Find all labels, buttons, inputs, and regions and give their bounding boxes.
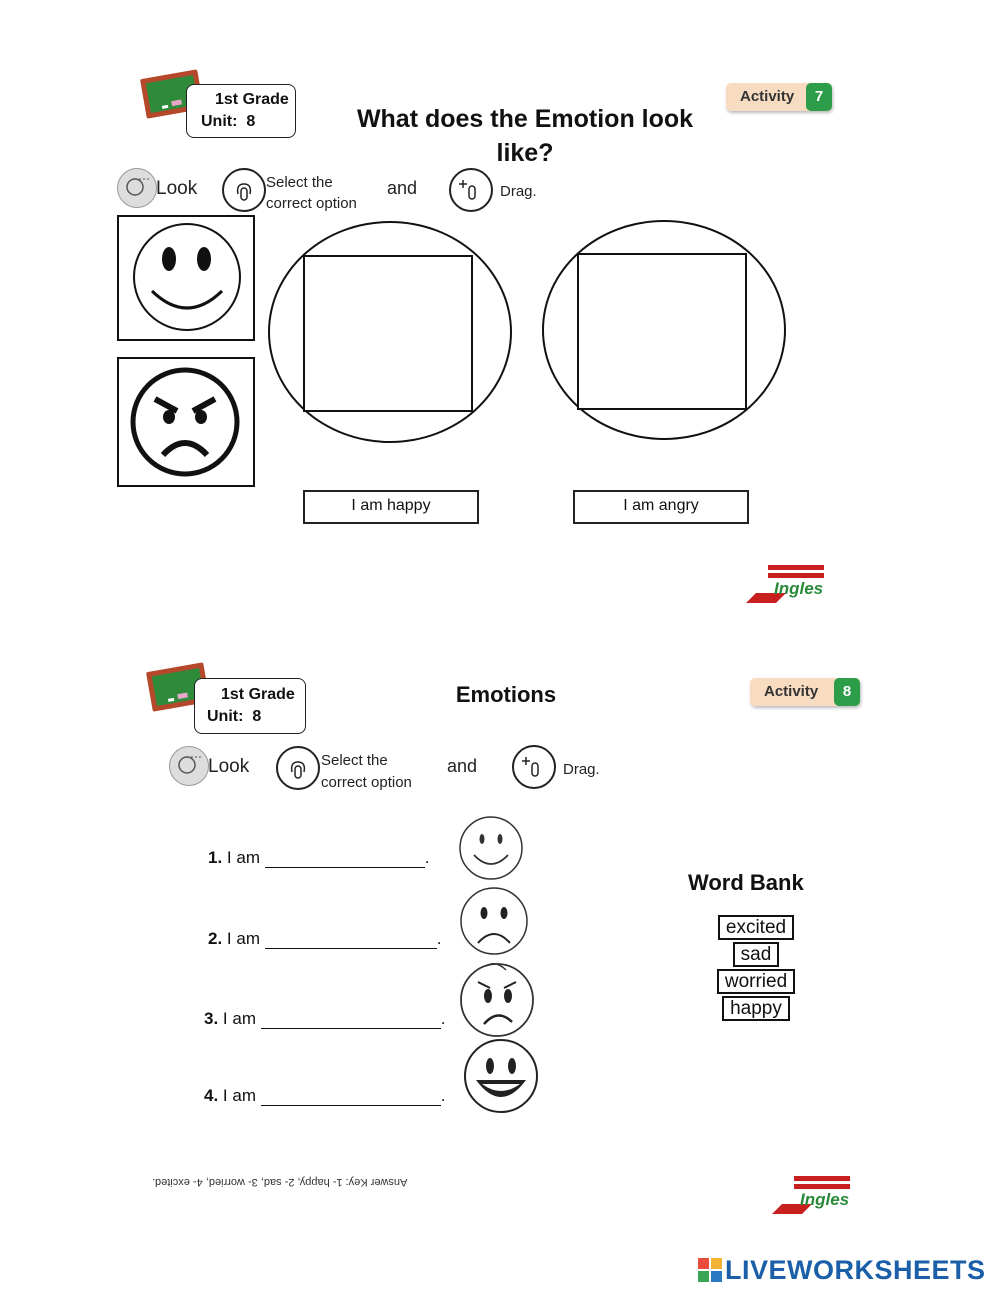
select-icon [222,168,266,212]
select-line-1: Select the [266,174,333,191]
word-sad[interactable]: sad [733,942,780,967]
liveworksheets-brand[interactable] [697,1255,997,1287]
question-text: I am [226,929,260,948]
answer-blank-4[interactable] [261,1087,441,1106]
activity-badge [726,83,832,111]
select-instruction [321,750,412,794]
liveworksheets-logo-icon [697,1257,723,1283]
question-text: I am [222,1086,256,1105]
grade-label: 1st Grade [221,686,295,703]
unit-text: Unit: [201,113,238,130]
angry-drop-zone[interactable] [577,253,747,410]
drag-icon [512,745,556,789]
look-icon [117,168,157,208]
question-number: 1. [208,848,223,867]
angry-face-card[interactable] [117,357,255,487]
drag-label: Drag. [563,761,600,778]
grade-unit-box [194,678,306,734]
select-icon [276,746,320,790]
page-title: Emotions [455,682,557,707]
page-title [330,102,720,170]
grade-unit-box [186,84,296,138]
title-line-2: like? [496,139,554,167]
question-2: 2. I am . [208,929,442,948]
grade-label: 1st Grade [215,91,289,108]
brand-name: LIVEWORKSHEETS [725,1255,986,1285]
unit-number: 8 [252,708,262,725]
label-happy: I am happy [303,490,479,524]
question-3: 3. I am . [204,1009,446,1028]
look-label: Look [208,756,250,777]
question-text: I am [226,848,260,867]
drag-icon [449,168,493,212]
unit-number: 8 [246,113,256,130]
label-angry: I am angry [573,490,749,524]
happy-drop-zone[interactable] [303,255,473,412]
unit-label [207,706,261,728]
select-line-1: Select the [321,752,388,769]
word-excited[interactable]: excited [718,915,794,940]
drag-label: Drag. [500,183,537,200]
word-bank [700,914,812,1022]
unit-label [201,111,255,133]
and-label: and [387,178,418,198]
answer-blank-1[interactable] [265,849,425,868]
question-number: 4. [204,1086,219,1105]
question-number: 3. [204,1009,219,1028]
happy-face-icon [119,217,253,339]
look-icon [169,746,209,786]
look-label: Look [156,178,198,199]
select-instruction [266,172,357,214]
question-1: 1. I am . [208,848,430,867]
activity-badge [750,678,860,706]
question-4: 4. I am . [204,1086,446,1105]
select-line-2: correct option [321,774,412,791]
select-line-2: correct option [266,195,357,212]
worried-face-icon [456,958,538,1038]
title-line-1: What does the Emotion look [356,105,694,133]
activity-badge-number: 7 [806,83,832,111]
excited-face-icon [462,1038,540,1114]
sad-face-icon [458,887,530,957]
ingles-logo-text: Ingles [800,1190,850,1209]
activity-badge-label: Activity [740,88,795,105]
activity-badge-label: Activity [764,683,819,700]
ingles-logo [746,563,832,609]
happy-face-card[interactable] [117,215,255,341]
and-label: and [447,756,478,776]
question-number: 2. [208,929,223,948]
happy-face-icon [458,815,524,881]
unit-text: Unit: [207,708,244,725]
answer-blank-3[interactable] [261,1010,441,1029]
answer-key: Answer Key: 1- happy, 2- sad, 3- worried, 4- excited. [152,1176,408,1188]
activity-badge-number: 8 [834,678,860,706]
ingles-logo [772,1174,858,1220]
angry-face-icon [119,359,253,485]
word-worried[interactable]: worried [717,969,795,994]
word-happy[interactable]: happy [722,996,790,1021]
question-text: I am [222,1009,256,1028]
ingles-logo-text: Ingles [774,579,824,598]
answer-blank-2[interactable] [265,930,437,949]
word-bank-title: Word Bank [688,870,804,895]
